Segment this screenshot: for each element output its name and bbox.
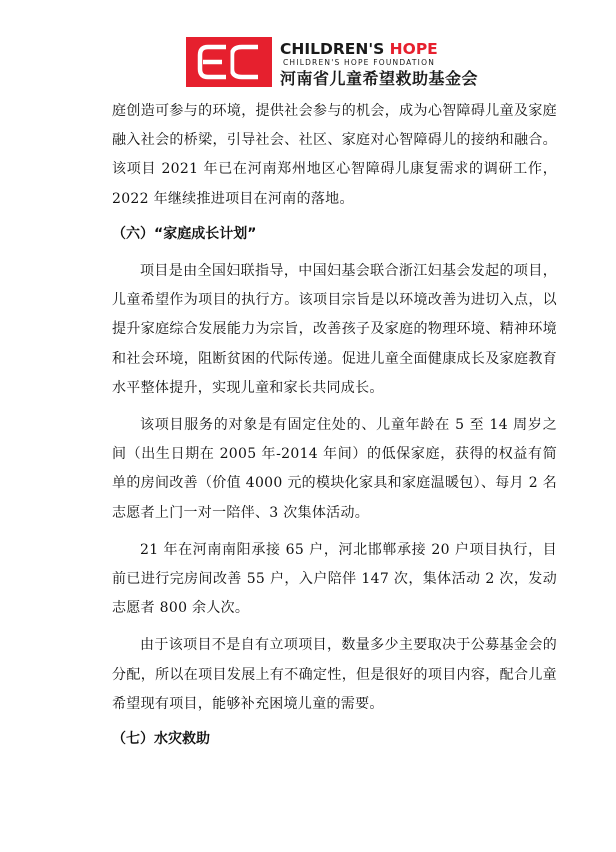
paragraph-project-intro: 项目是由全国妇联指导，中国妇基会联合浙江妇基会发起的项目，儿童希望作为项目的执行方。该项目宗旨是以环境改善为进切入点，以提升家庭综合发展能力为宗旨，改善孩子及家庭的物理环境、精神环境和社会环境，阻断贫困的代际传递。促进儿童全面健康成长及家庭教育水平整体提升，实现儿童和家长共同成长。 xyxy=(112,263,557,396)
foundation-logo-icon xyxy=(186,37,272,87)
org-english-name-hope: HOPE xyxy=(389,40,438,58)
paragraph-progress: 21 年在河南南阳承接 65 户，河北邯郸承接 20 户项目执行，目前已进行完房间改善 55 户，入户陪伴 147 次，集体活动 2 次，发动志愿者 800 余人次。 xyxy=(112,541,557,617)
page-header xyxy=(186,37,486,87)
section-heading-6: （六）“家庭成长计划” xyxy=(112,225,257,242)
org-english-subtitle: CHILDREN'S HOPE FOUNDATION xyxy=(283,58,436,67)
org-english-name xyxy=(280,40,438,58)
section-heading-7: （七）水灾救助 xyxy=(112,731,210,748)
document-body xyxy=(112,97,557,762)
org-chinese-name: 河南省儿童希望救助基金会 xyxy=(280,69,479,88)
paragraph-service-targets: 该项目服务的对象是有固定住处的、儿童年龄在 5 至 14 周岁之间（出生日期在 2005 年-2014 年间）的低保家庭，获得的权益有简单的房间改善（价值 4000 元的模块化家具和家庭温暖包）、每月 2 名志愿者上门一对一陪伴、3 次集体活动。 xyxy=(112,417,557,521)
paragraph-continuation: 庭创造可参与的环境，提供社会参与的机会，成为心智障碍儿童及家庭融入社会的桥梁，引导社会、社区、家庭对心智障碍儿的接纳和融合。该项目 2021 年已在河南郑州地区心智障碍儿康复需求的调研工作，2022 年继续推进项目在河南的落地。 xyxy=(112,103,557,207)
paragraph-uncertainty: 由于该项目不是自有立项项目，数量多少主要取决于公募基金会的分配，所以在项目发展上有不确定性，但是很好的项目内容，配合儿童希望现有项目，能够补充困境儿童的需要。 xyxy=(112,637,557,712)
foundation-name-block xyxy=(280,37,490,87)
org-english-name-part1: CHILDREN'S xyxy=(280,40,390,58)
